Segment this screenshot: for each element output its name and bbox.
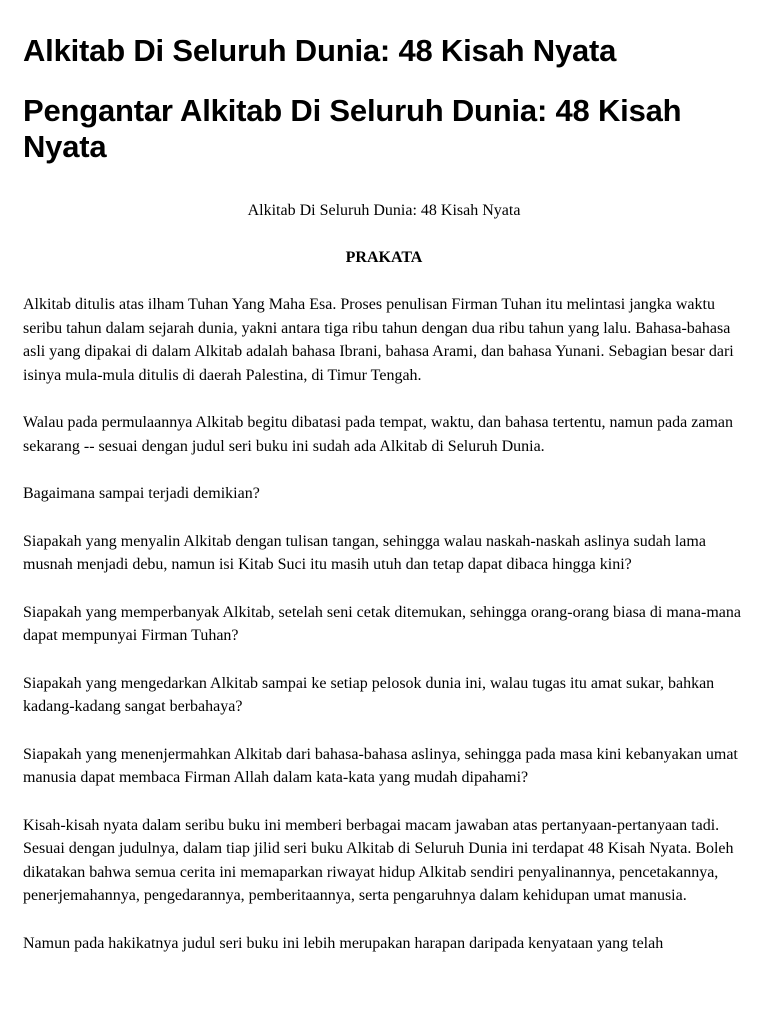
paragraph: Siapakah yang menenjermahkan Alkitab dari bahasa-bahasa aslinya, sehingga pada masa kini kebanyakan umat manusia dapat membaca Firman Allah dalam kata-kata yang mudah dipahami? xyxy=(23,745,738,786)
paragraph: Namun pada hakikatnya judul seri buku ini lebih merupakan harapan daripada kenyataan yang telah xyxy=(23,934,664,952)
prakata-heading: PRAKATA xyxy=(345,249,423,266)
paragraph: Kisah-kisah nyata dalam seribu buku ini memberi berbagai macam jawaban atas pertanyaan-pertanyaan tadi. Sesuai dengan judulnya, dalam tiap jilid seri buku Alkitab di Seluruh Dunia ini terdapat 48 Kisah Nyata. Boleh dikatakan bahwa semua cerita ini memaparkan riwayat hidup Alkitab sendiri penyalinannya, pencetakannya, penerjemahannya, pengedarannya, pemberitaannya, serta pengaruhnya dalam kehidupan umat manusia. xyxy=(23,816,734,904)
paragraph: Walau pada permulaannya Alkitab begitu dibatasi pada tempat, waktu, dan bahasa tertentu, namun pada zaman sekarang -- sesuai dengan judul seri buku ini sudah ada Alkitab di Seluruh Dunia. xyxy=(23,414,734,455)
paragraph: Bagaimana sampai terjadi demikian? xyxy=(23,485,260,502)
section-title: Pengantar Alkitab Di Seluruh Dunia: 48 Kisah Nyata xyxy=(23,93,682,164)
paragraph: Siapakah yang memperbanyak Alkitab, setelah seni cetak ditemukan, sehingga orang-orang biasa di mana-mana dapat mempunyai Firman Tuhan? xyxy=(23,603,741,644)
paragraph: Siapakah yang mengedarkan Alkitab sampai ke setiap pelosok dunia ini, walau tugas itu amat sukar, bahkan kadang-kadang sangat berbahaya? xyxy=(23,674,715,715)
paragraph: Siapakah yang menyalin Alkitab dengan tulisan tangan, sehingga walau naskah-naskah aslinya sudah lama musnah menjadi debu, namun isi Kitab Suci itu masih utuh dan tetap dapat dibaca hingga kini? xyxy=(23,532,706,573)
book-subtitle: Alkitab Di Seluruh Dunia: 48 Kisah Nyata xyxy=(247,202,521,219)
paragraph: Alkitab ditulis atas ilham Tuhan Yang Maha Esa. Proses penulisan Firman Tuhan itu melintasi jangka waktu seribu tahun dalam sejarah dunia, yakni antara tiga ribu tahun dengan dua ribu tahun yang lalu. Bahasa-bahasa asli yang dipakai di dalam Alkitab adalah bahasa Ibrani, bahasa Arami, dan bahasa Yunani. Sebagian besar dari isinya mula-mula ditulis di daerah Palestina, di Timur Tengah. xyxy=(23,296,734,384)
document-title: Alkitab Di Seluruh Dunia: 48 Kisah Nyata xyxy=(23,33,617,68)
